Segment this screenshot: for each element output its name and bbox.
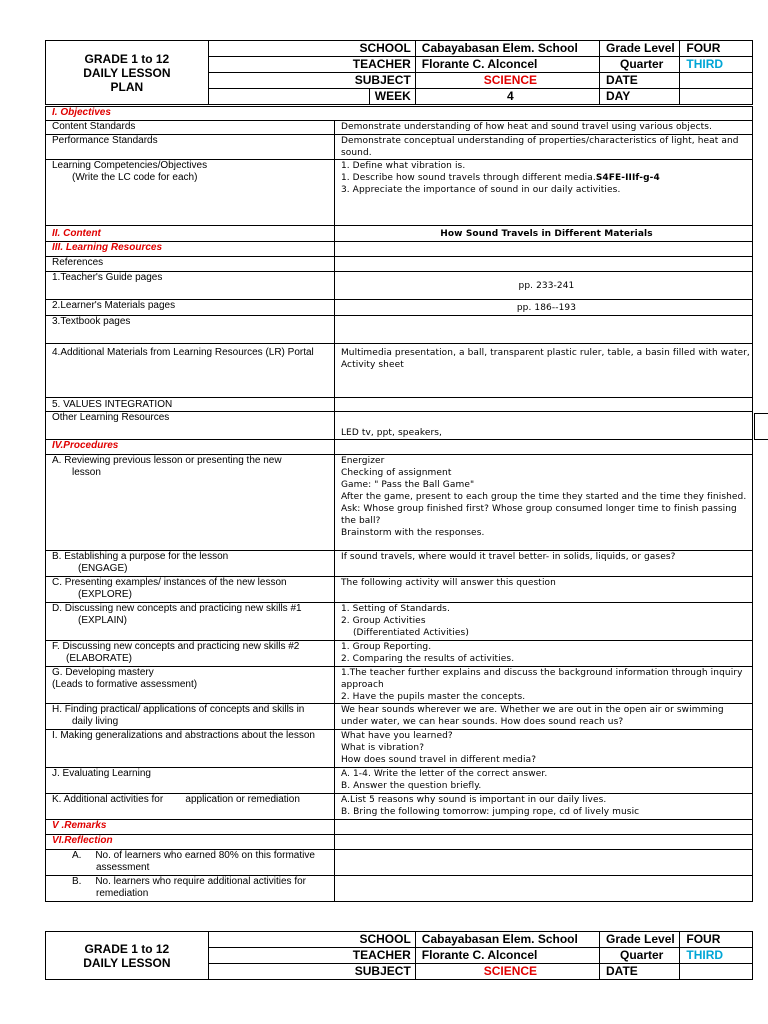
lc-value: 1. Define what vibration is. 1. Describe how sound travels through different media.S4FE-IIIf-g-4 3. Appreciate the importance of sound in our daily activities. xyxy=(334,160,752,226)
school-label: SCHOOL xyxy=(208,41,415,57)
content-heading: II. Content xyxy=(46,226,335,242)
additional-materials-value: Multimedia presentation, a ball, transparent plastic ruler, table, a basin filled with water, Activity sheet xyxy=(334,344,752,398)
procedures-heading: IV.Procedures xyxy=(46,440,335,455)
next-page-title: GRADE 1 to 12 DAILY LESSON xyxy=(46,932,209,980)
page-title: GRADE 1 to 12 DAILY LESSON PLAN xyxy=(46,41,209,105)
remarks-heading: V .Remarks xyxy=(46,820,335,835)
date-label: DATE xyxy=(600,73,680,89)
next-page-header-table xyxy=(45,931,753,980)
additional-materials-label: 4.Additional Materials from Learning Resources (LR) Portal xyxy=(46,344,335,398)
values-integration-label: 5. VALUES INTEGRATION xyxy=(46,398,335,412)
other-resources-label: Other Learning Resources xyxy=(46,412,335,440)
header-table xyxy=(45,40,753,105)
grade-value: FOUR xyxy=(680,41,753,57)
performance-standards-label: Performance Standards xyxy=(46,135,335,160)
teacher-label: TEACHER xyxy=(208,57,415,73)
next-grade-value: FOUR xyxy=(680,932,753,948)
procedure-j-label: J. Evaluating Learning xyxy=(46,768,335,794)
next-school-value: Cabayabasan Elem. School xyxy=(415,932,599,948)
week-spacer xyxy=(208,89,370,105)
content-value: How Sound Travels in Different Materials xyxy=(334,226,752,242)
lesson-table xyxy=(45,106,753,902)
quarter-value: THIRD xyxy=(680,57,753,73)
next-school-label: SCHOOL xyxy=(208,932,415,948)
next-quarter-label: Quarter xyxy=(600,948,680,964)
procedure-d-value: 1. Setting of Standards. 2. Group Activities (Differentiated Activities) xyxy=(334,603,752,641)
other-resources-value: LED tv, ppt, speakers, xyxy=(334,412,752,440)
next-quarter-value: THIRD xyxy=(680,948,753,964)
procedure-k-value: A.List 5 reasons why sound is important in our daily lives. B. Bring the following tomorrow: jumping rope, cd of lively music xyxy=(334,794,752,820)
next-grade-label: Grade Level xyxy=(600,932,680,948)
next-subject-label: SUBJECT xyxy=(208,964,415,980)
procedure-a-value: Energizer Checking of assignment Game: " Pass the Ball Game" After the game, present to each group the time they started and the time they finished. Ask: Whose group finished first? Whose group consumed longer time to finish passing the ball? Brainstorm with the responses. xyxy=(334,455,752,551)
content-standards-value: Demonstrate understanding of how heat and sound travel using various objects. xyxy=(334,121,752,135)
procedure-k-label: K. Additional activities for application or remediation xyxy=(46,794,335,820)
performance-standards-value: Demonstrate conceptual understanding of properties/characteristics of light, heat and sound. xyxy=(334,135,752,160)
procedure-i-label: I. Making generalizations and abstractions about the lesson xyxy=(46,730,335,768)
procedure-h-value: We hear sounds wherever we are. Whether we are out in the open air or swimming under water, we can hear sounds. How does sound reach us? xyxy=(334,704,752,730)
teacher-value: Florante C. Alconcel xyxy=(415,57,599,73)
day-label: DAY xyxy=(600,89,680,105)
reflection-b-label: B. No. learners who require additional activities for remediation xyxy=(46,876,335,902)
procedure-f-label: F. Discussing new concepts and practicing new skills #2 (ELABORATE) xyxy=(46,641,335,667)
next-subject-value: SCIENCE xyxy=(415,964,599,980)
day-value xyxy=(680,89,753,105)
procedure-i-value: What have you learned? What is vibration? How does sound travel in different media? xyxy=(334,730,752,768)
procedure-f-value: 1. Group Reporting. 2. Comparing the results of activities. xyxy=(334,641,752,667)
tg-label: 1.Teacher's Guide pages xyxy=(46,272,335,300)
references-label: References xyxy=(46,257,335,272)
reflection-a-label: A. No. of learners who earned 80% on this formative assessment xyxy=(46,850,335,876)
procedure-c-label: C. Presenting examples/ instances of the new lesson (EXPLORE) xyxy=(46,577,335,603)
subject-value: SCIENCE xyxy=(415,73,599,89)
procedure-d-label: D. Discussing new concepts and practicing new skills #1 (EXPLAIN) xyxy=(46,603,335,641)
objectives-heading: I. Objectives xyxy=(46,107,753,121)
week-value: 4 xyxy=(415,89,599,105)
page-edge-box xyxy=(754,413,768,440)
procedure-a-label: A. Reviewing previous lesson or presenting the new lesson xyxy=(46,455,335,551)
subject-label: SUBJECT xyxy=(208,73,415,89)
grade-label: Grade Level xyxy=(600,41,680,57)
procedure-j-value: A. 1-4. Write the letter of the correct answer. B. Answer the question briefly. xyxy=(334,768,752,794)
lm-value: pp. 186--193 xyxy=(334,300,752,316)
procedure-g-label: G. Developing mastery (Leads to formative assessment) xyxy=(46,667,335,704)
procedure-c-value: The following activity will answer this question xyxy=(334,577,752,603)
procedure-b-value: If sound travels, where would it travel better- in solids, liquids, or gases? xyxy=(334,551,752,577)
quarter-label: Quarter xyxy=(600,57,680,73)
tg-value: pp. 233-241 xyxy=(334,272,752,300)
content-standards-label: Content Standards xyxy=(46,121,335,135)
week-label: WEEK xyxy=(370,89,416,105)
school-value: Cabayabasan Elem. School xyxy=(415,41,599,57)
procedure-h-label: H. Finding practical/ applications of concepts and skills in daily living xyxy=(46,704,335,730)
textbook-label: 3.Textbook pages xyxy=(46,316,335,344)
lm-label: 2.Learner's Materials pages xyxy=(46,300,335,316)
reflection-heading: VI.Reflection xyxy=(46,835,335,850)
next-date-label: DATE xyxy=(600,964,680,980)
next-teacher-value: Florante C. Alconcel xyxy=(415,948,599,964)
resources-heading: III. Learning Resources xyxy=(46,242,335,257)
next-teacher-label: TEACHER xyxy=(208,948,415,964)
date-value xyxy=(680,73,753,89)
lc-label: Learning Competencies/Objectives (Write the LC code for each) xyxy=(46,160,335,226)
procedure-g-value: 1.The teacher further explains and discuss the background information through inquiry approach 2. Have the pupils master the concepts. xyxy=(334,667,752,704)
procedure-b-label: B. Establishing a purpose for the lesson (ENGAGE) xyxy=(46,551,335,577)
